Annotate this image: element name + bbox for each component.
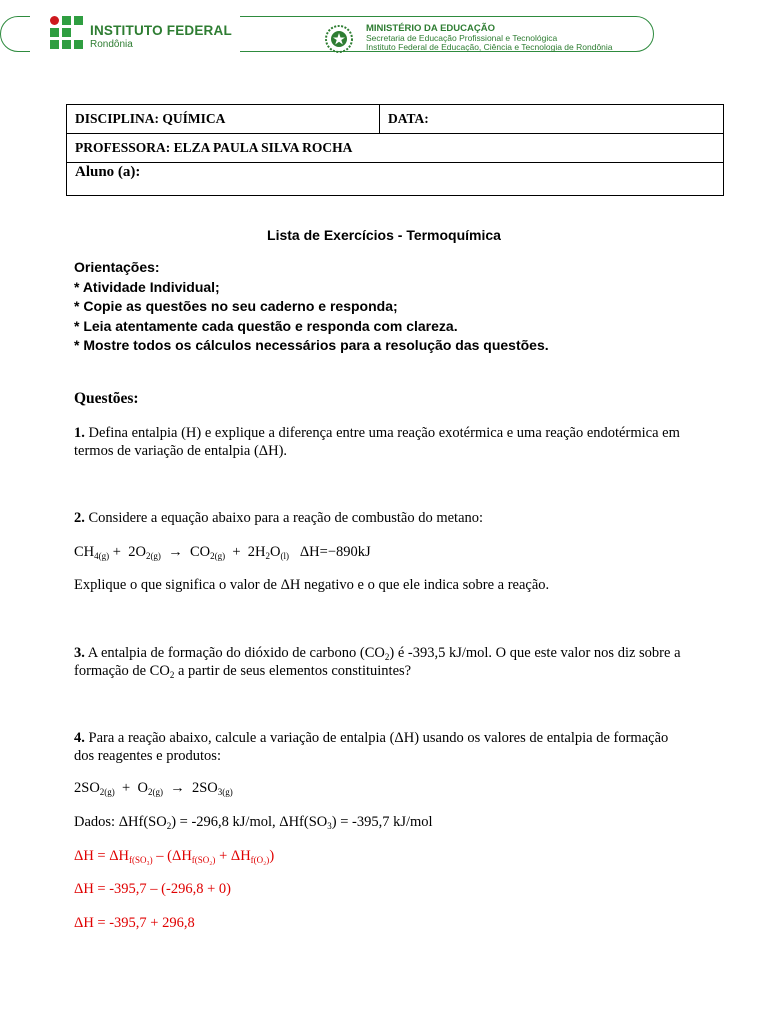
data-cell: DATA: (380, 105, 724, 134)
eq-part: CH (74, 544, 95, 560)
eq-sub: f(O₂) (250, 855, 270, 865)
disciplina-cell: DISCIPLINA: QUÍMICA (67, 105, 380, 134)
eq-part: + 2H (225, 544, 266, 560)
eq-sub: 2(g) (147, 787, 163, 797)
eq-sub: 3(g) (217, 787, 233, 797)
eq-sub: (l) (280, 551, 289, 561)
solution-step-3: ΔH = -395,7 + 296,8 (74, 915, 195, 931)
eq-sub: f(SO₂) (191, 855, 216, 865)
question-number: 1. (74, 425, 85, 441)
page-title: Lista de Exercícios - Termoquímica (267, 227, 501, 243)
orientacoes-heading: Orientações: (74, 259, 160, 275)
eq-sub: 2 (384, 652, 390, 662)
solution-step-2: ΔH = -395,7 – (-296,8 + 0) (74, 881, 231, 897)
institute-campus: Rondônia (90, 39, 133, 50)
eq-arrow: → (162, 780, 192, 796)
question-3 (74, 644, 684, 680)
step-text: – (ΔH (152, 848, 192, 864)
step-text: + ΔH (215, 848, 251, 864)
eq-enthalpy: ΔH=−890kJ (288, 544, 371, 560)
dados-text: Dados: ΔHf(SO (74, 814, 167, 830)
professora-cell: PROFESSORA: ELZA PAULA SILVA ROCHA (67, 134, 724, 163)
ministry-text (366, 24, 613, 53)
question-number: 2. (74, 510, 85, 526)
eq-sub: f(SO₃) (129, 855, 153, 865)
eq-arrow: → (160, 544, 190, 560)
orientacao-item: * Mostre todos os cálculos necessários para a resolução das questões. (74, 337, 549, 353)
question-number: 3. (74, 645, 85, 661)
so2-equation (74, 779, 684, 797)
eq-sub: 3 (327, 821, 332, 831)
eq-sub: 2 (166, 821, 172, 831)
question-number: 4. (74, 730, 85, 746)
step-text: ) (269, 848, 275, 864)
secretaria-name: Secretaria de Educação Profissional e Tecnológica (366, 32, 558, 43)
eq-part: 2SO (191, 780, 218, 796)
orientacao-item: * Copie as questões no seu caderno e responda; (74, 298, 398, 314)
step-text: ΔH = ΔH (74, 848, 130, 864)
question-text: ) é -393,5 kJ/mol. O que este valor nos diz sobre a formação de CO (74, 645, 681, 679)
eq-sub: 2 (265, 551, 270, 561)
question-text: a partir de seus elementos constituintes? (174, 663, 412, 679)
question-text: A entalpia de formação do dióxido de carbono (CO (84, 645, 385, 661)
instituto-full-name: Instituto Federal de Educação, Ciência e Tecnologia de Rondônia (366, 42, 613, 52)
dados-text: ) = -296,8 kJ/mol, ΔHf(SO (171, 814, 328, 830)
orientacao-item: * Atividade Individual; (74, 278, 220, 295)
eq-part: CO (189, 544, 211, 560)
question-text: Defina entalpia (H) e explique a diferença entre uma reação exotérmica e uma reação endotérmica em termos de variação de entalpia (ΔH). (74, 425, 680, 459)
eq-sub: 4(g) (94, 551, 110, 561)
institute-name: INSTITUTO FEDERAL (90, 23, 232, 38)
question-2-followup: Explique o que significa o valor de ΔH negativo e o que ele indica sobre a reação. (74, 577, 550, 593)
question-1 (74, 424, 684, 460)
ministry-name: MINISTÉRIO DA EDUCAÇÃO (366, 23, 495, 34)
brasao-seal-icon (324, 24, 354, 54)
eq-part: 2SO (74, 780, 100, 796)
question-text: Considere a equação abaixo para a reação de combustão do metano: (84, 510, 484, 526)
question-text: Para a reação abaixo, calcule a variação de entalpia (ΔH) usando os valores de entalpia de formação dos reagentes e produtos: (74, 730, 669, 764)
aluno-cell: Aluno (a): (67, 163, 724, 196)
dados-line (74, 813, 684, 831)
eq-part: + O (114, 780, 148, 796)
questoes-heading: Questões: (74, 390, 139, 407)
dados-text: ) = -395,7 kJ/mol (331, 814, 433, 830)
eq-part: O (270, 544, 281, 560)
eq-sub: 2(g) (145, 551, 161, 561)
student-info-table (66, 104, 724, 196)
methane-equation (74, 543, 684, 561)
eq-sub: 2 (169, 670, 175, 680)
if-logo-icon (50, 16, 84, 52)
orientacao-item: * Leia atentamente cada questão e responda com clareza. (74, 317, 458, 334)
eq-sub: 2(g) (210, 551, 226, 561)
orientacoes-block (74, 258, 549, 356)
question-4 (74, 729, 684, 765)
solution-step-1 (74, 847, 684, 865)
eq-part: + 2O (109, 544, 146, 560)
eq-sub: 2(g) (99, 787, 115, 797)
question-2 (74, 509, 684, 527)
